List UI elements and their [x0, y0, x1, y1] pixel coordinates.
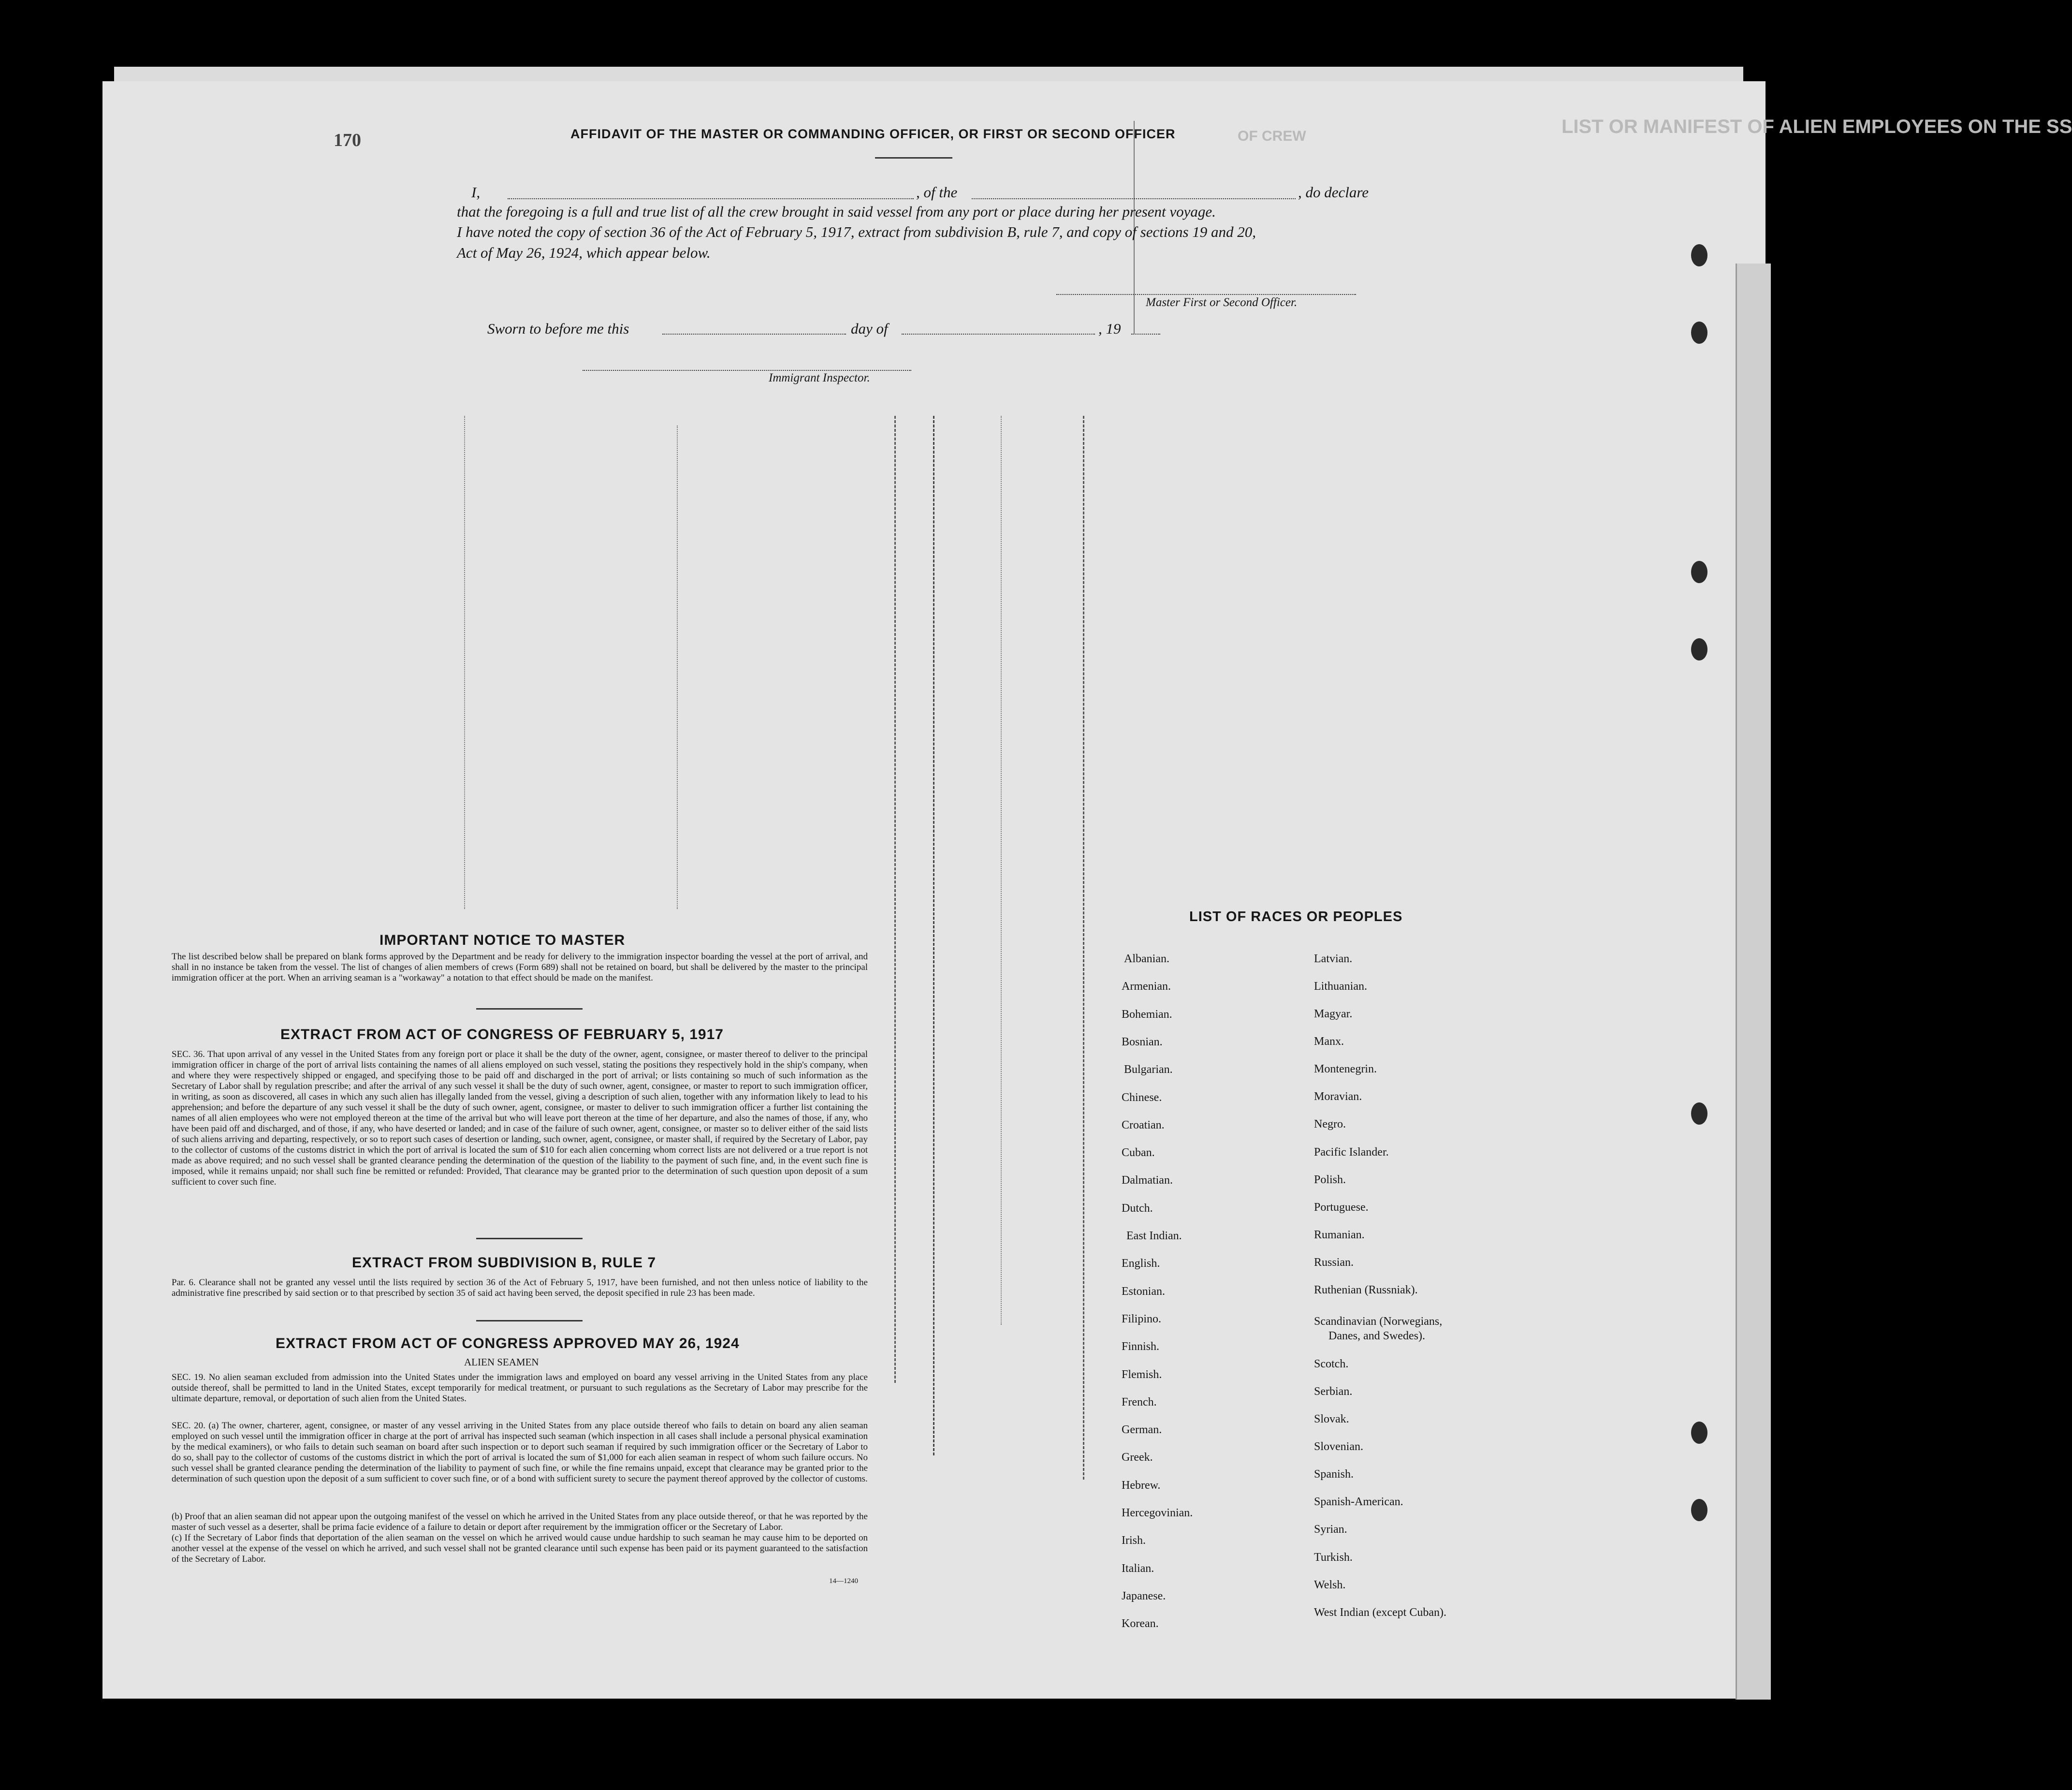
bleed-rule	[933, 416, 934, 1455]
race-item: Manx.	[1314, 1035, 1344, 1048]
notice-title: IMPORTANT NOTICE TO MASTER	[379, 932, 626, 948]
race-item: Bohemian.	[1122, 1008, 1172, 1021]
race-item: Welsh.	[1314, 1579, 1346, 1591]
punch-hole-icon	[1691, 1499, 1707, 1521]
race-item: Korean.	[1122, 1617, 1159, 1630]
race-item: Irish.	[1122, 1534, 1146, 1547]
affidavit-line-4: Act of May 26, 1924, which appear below.	[457, 244, 711, 261]
race-item: Finnish.	[1122, 1340, 1160, 1353]
edge-strip	[1736, 264, 1771, 1700]
punch-hole-icon	[1691, 1422, 1707, 1444]
extract-1924-subtitle: ALIEN SEAMEN	[464, 1356, 539, 1368]
race-item: Turkish.	[1314, 1551, 1353, 1564]
affidavit-of-the: , of the	[916, 184, 958, 201]
affidavit-line-2: that the foregoing is a full and true list of all the crew brought in said vessel from any port or place during her present voyage.	[457, 203, 1216, 220]
punch-hole-icon	[1691, 244, 1707, 266]
extract-1917-body: SEC. 36. That upon arrival of any vessel in the United States from any foreign port or place it shall be the duty of the owner, agent, consignee, or master thereof to deliver to the principal immigration officer in charge of the port of arrival lists containing the names of all aliens employed on such vessel, stating the positions they respectively hold in the ship's company, when and where they were respectively shipped or engaged, and specifying those to be paid off and discharged in the port of arrival; or lists containing so much of such information as the Secretary of Labor shall by regulation prescribe; and after the arrival of any such vessel it shall be the duty of such owner, agent, consignee, or master to report to such immigration officer, in writing, as soon as discovered, all cases in which any such alien has illegally landed from the vessel, giving a description of such alien, together with any information likely to lead to his apprehension; and before the departure of any such vessel it shall be the duty of such owner, agent, consignee, or master to deliver to such immigration officer a further list containing the names of all alien employees who were not employed thereon at the time of the arrival but who will leave port thereon at the time of her departure, and also the names of those, if any, who have been paid off and discharged, and of those, if any, who have deserted or landed; and in case of the failure of such owner, agent, consignee, or master so to deliver either of the said lists of such aliens arriving and departing, respectively, or so to report such cases of desertion or landing, such owner, agent, consignee, or master shall, if required by the Secretary of Labor, pay to the collector of customs of the customs district in which the port of arrival is located the sum of $10 for each alien concerning whom correct lists are not delivered or a true report is not made as above required; and no such vessel shall be granted clearance pending the determination of the question of the liability to the payment of such fine, and, in the event such fine is imposed, while it remains unpaid; nor shall such fine be remitted or refunded: Provided, That clearance may be granted prior to the determination of such question upon deposit of a sum sufficient to cover such fine.	[172, 1049, 868, 1187]
race-item: Filipino.	[1122, 1312, 1162, 1325]
section-rule	[476, 1008, 583, 1010]
affidavit-declare: , do declare	[1298, 184, 1369, 201]
section-rule	[476, 1238, 583, 1239]
race-item: Moravian.	[1314, 1090, 1362, 1103]
race-item: Scotch.	[1314, 1358, 1349, 1370]
race-item: Cuban.	[1122, 1146, 1155, 1159]
bleed-rule	[894, 416, 896, 1383]
race-item: Lithuanian.	[1314, 980, 1367, 993]
race-item: Bulgarian.	[1124, 1063, 1173, 1076]
name-blank	[508, 198, 914, 199]
race-item: Chinese.	[1122, 1091, 1162, 1104]
punch-hole-icon	[1691, 1102, 1707, 1125]
race-item: East Indian.	[1126, 1230, 1182, 1242]
form-code: 14—1240	[829, 1577, 858, 1585]
race-item: Croatian.	[1122, 1118, 1165, 1131]
race-item: Slovak.	[1314, 1413, 1349, 1425]
race-item: Dalmatian.	[1122, 1174, 1173, 1187]
race-item: Hercegovinian.	[1122, 1507, 1193, 1519]
sec-20c: (c) If the Secretary of Labor finds that deportation of the alien seaman on the vessel on which he arrived would cause undue hardship to such seaman he may cause him to be deported on another vessel at the expense of the vessel on which he arrived, and such vessel shall not be granted clearance until such expense has been paid or its payment guaranteed to the satisfaction of the Secretary of Labor.	[172, 1533, 868, 1564]
inspector-signature-line	[583, 370, 911, 371]
rule7-body: Par. 6. Clearance shall not be granted any vessel until the lists required by section 36 of the Act of February 5, 1917, have been furnished, and not then unless notice of liability to the administrative fine prescribed by said section or to that prescribed by section 35 of said act having been served, the deposit specified in rule 23 has been made.	[172, 1277, 868, 1298]
race-item: Magyar.	[1314, 1008, 1353, 1020]
master-signature-line	[1056, 294, 1356, 295]
race-item: Scandinavian (Norwegians,	[1314, 1315, 1443, 1328]
sworn-month-blank	[902, 334, 1095, 335]
race-item: Rumanian.	[1314, 1229, 1365, 1241]
sec-20a: SEC. 20. (a) The owner, charterer, agent, consignee, or master of any vessel arriving in the United States from any place outside thereof who fails to detain on board any alien seaman employed on such vessel until the immigration officer in charge at the port of arrival has inspected such seaman (which inspection in all cases shall include a personal physical examination by the medical examiners), or who fails to detain such seaman on board after such inspection or to deport such seaman if required by such immigration officer or the Secretary of Labor to do so, shall pay to the collector of customs of the customs district in which the port of arrival is located the sum of $1,000 for each alien seaman in respect of whom such failure occurs. No such vessel shall be granted clearance pending the determination of the liability to payment of such fine, or while the fine remains unpaid, except that clearance may be granted prior to the determination of such question upon the deposit of a sum sufficient to cover such fine, or of a bond with sufficient surety to secure the payment thereof approved by the collector of customs.	[172, 1421, 868, 1484]
race-item: Pacific Islander.	[1314, 1146, 1389, 1159]
race-item: Syrian.	[1314, 1523, 1347, 1536]
race-item: Italian.	[1122, 1562, 1154, 1575]
punch-hole-icon	[1691, 561, 1707, 583]
race-item: English.	[1122, 1257, 1160, 1270]
sec-19: SEC. 19. No alien seaman excluded from admission into the United States under the immigration laws and employed on board any vessel arriving in the United States from any place outside thereof, shall be permitted to land in the United States, except temporarily for medical treatment, or pursuant to such regulations as the Secretary of Labor may prescribe for the ultimate departure, removal, or deportation of such alien from the United States.	[172, 1372, 868, 1404]
rule7-title: EXTRACT FROM SUBDIVISION B, RULE 7	[352, 1255, 657, 1271]
race-item: Dutch.	[1122, 1202, 1153, 1215]
race-item: Polish.	[1314, 1174, 1346, 1186]
sworn-year-blank	[1131, 334, 1160, 335]
section-rule	[476, 1320, 583, 1321]
bleed-rule	[1001, 416, 1002, 1325]
race-item: Slovenian.	[1314, 1440, 1363, 1453]
race-item: Montenegrin.	[1314, 1063, 1377, 1075]
affidavit-line-3: I have noted the copy of section 36 of the Act of February 5, 1917, extract from subdivision B, rule 7, and copy of sections 19 and 20,	[457, 223, 1256, 240]
race-item: Hebrew.	[1122, 1479, 1161, 1492]
vessel-blank	[972, 198, 1296, 199]
race-item: German.	[1122, 1423, 1162, 1437]
notice-body: The list described below shall be prepared on blank forms approved by the Department and be ready for delivery to the immigration inspector boarding the vessel at the port of arrival, and shall in no instance be taken from the vessel. The list of changes of alien members of crews (Form 689) shall not be retained on board, but shall be delivered by the master to the principal immigration officer at the port. When an arriving seaman is a "workaway" a notation to that effect should be made on the manifest.	[172, 952, 868, 983]
sworn-prefix: Sworn to before me this	[487, 320, 629, 337]
affidavit-i: I,	[471, 184, 481, 201]
race-item: Danes, and Swedes).	[1328, 1330, 1425, 1342]
race-item: Armenian.	[1122, 980, 1171, 993]
bleed-through-header: LIST OR MANIFEST OF ALIEN EMPLOYEES ON THE SS	[1561, 116, 2072, 137]
race-item: Flemish.	[1122, 1368, 1162, 1381]
race-item: Ruthenian (Russniak).	[1314, 1284, 1418, 1296]
race-item: Negro.	[1314, 1118, 1346, 1130]
bleed-rule	[1083, 416, 1084, 1480]
punch-hole-icon	[1691, 322, 1707, 344]
race-item: Spanish-American.	[1314, 1496, 1403, 1508]
race-item: Spanish.	[1314, 1468, 1354, 1481]
race-item: Albanian.	[1124, 953, 1169, 965]
extract-1924-title: EXTRACT FROM ACT OF CONGRESS APPROVED MAY 26, 1924	[276, 1335, 740, 1351]
race-item: West Indian (except Cuban).	[1314, 1606, 1446, 1619]
affidavit-title: AFFIDAVIT OF THE MASTER OR COMMANDING OFFICER, OR FIRST OR SECOND OFFICER	[570, 127, 1176, 141]
page-number: 170	[334, 130, 361, 150]
race-item: French.	[1122, 1395, 1157, 1409]
extract-1917-title: EXTRACT FROM ACT OF CONGRESS OF FEBRUARY 5, 1917	[280, 1027, 724, 1042]
bleed-rule	[464, 416, 465, 909]
race-item: Bosnian.	[1122, 1035, 1163, 1048]
inspector-label: Immigrant Inspector.	[769, 371, 870, 384]
races-title: LIST OF RACES OR PEOPLES	[1189, 909, 1403, 924]
race-item: Japanese.	[1122, 1589, 1166, 1602]
bleed-through-header-right: OF CREW	[1238, 128, 1306, 144]
race-item: Russian.	[1314, 1256, 1354, 1269]
race-item: Greek.	[1122, 1451, 1153, 1464]
sworn-year: , 19	[1098, 320, 1121, 337]
sec-20b: (b) Proof that an alien seaman did not appear upon the outgoing manifest of the vessel on which he arrived in the United States from any place outside thereof, or that he was reported by the master of such vessel as a deserter, shall be prima facie evidence of a failure to detain or deport after requirement by the immigration officer or the Secretary of Labor.	[172, 1511, 868, 1532]
race-item: Portuguese.	[1314, 1201, 1369, 1214]
race-item: Latvian.	[1314, 953, 1353, 965]
master-label: Master First or Second Officer.	[1146, 296, 1298, 309]
title-rule	[875, 157, 952, 159]
sworn-day-blank	[662, 334, 846, 335]
sworn-day-of: day of	[851, 320, 888, 337]
punch-hole-icon	[1691, 638, 1707, 660]
race-item: Estonian.	[1122, 1285, 1165, 1298]
bleed-rule	[677, 425, 678, 909]
race-item: Serbian.	[1314, 1385, 1353, 1398]
